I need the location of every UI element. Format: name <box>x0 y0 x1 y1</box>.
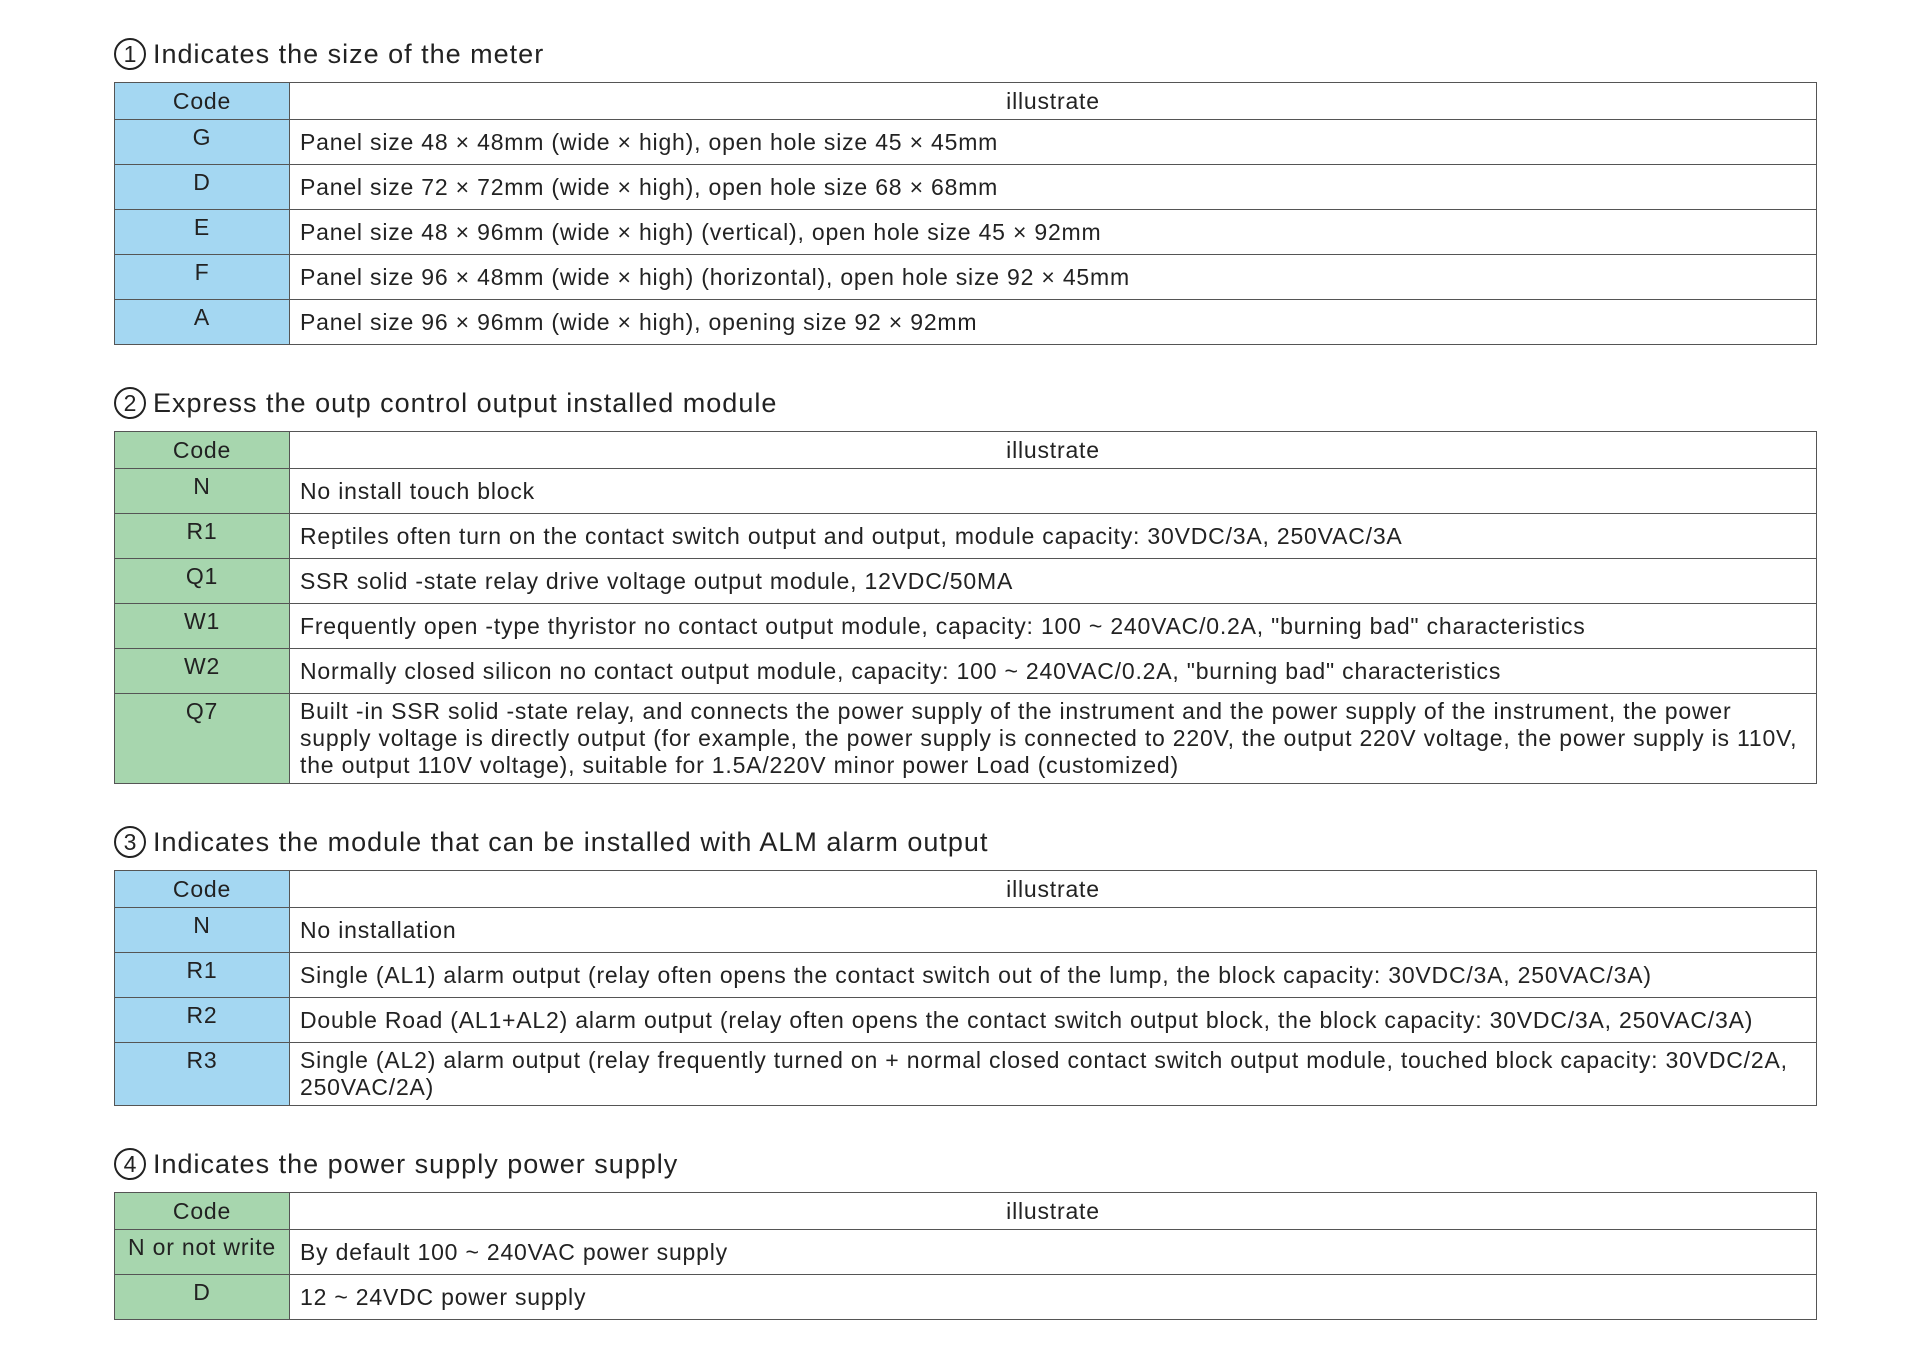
row-description: Single (AL2) alarm output (relay frequently turned on + normal closed contact switch output module, touched block capacity: 30VDC/2A, 250VAC/2A) <box>290 1043 1817 1106</box>
header-code: Code <box>115 83 290 120</box>
table-row <box>115 469 1817 514</box>
row-code: G <box>115 120 290 165</box>
row-code: N <box>115 908 290 953</box>
table-row <box>115 165 1817 210</box>
table-row <box>115 1230 1817 1275</box>
row-description: Double Road (AL1+AL2) alarm output (relay often opens the contact switch output block, the block capacity: 30VDC/3A, 250VAC/3A) <box>290 998 1817 1043</box>
section-title-text: Indicates the module that can be installed with ALM alarm output <box>153 826 989 857</box>
row-description: Panel size 72 × 72mm (wide × high), open hole size 68 × 68mm <box>290 165 1817 210</box>
row-description: No installation <box>290 908 1817 953</box>
table-row <box>115 1043 1817 1106</box>
table-row <box>115 694 1817 784</box>
table-row <box>115 604 1817 649</box>
row-code: R1 <box>115 953 290 998</box>
row-description: Frequently open -type thyristor no contact output module, capacity: 100 ~ 240VAC/0.2A, "burning bad" characteristics <box>290 604 1817 649</box>
section-title-text: Indicates the power supply power supply <box>153 1148 679 1179</box>
row-code: F <box>115 255 290 300</box>
row-description: 12 ~ 24VDC power supply <box>290 1275 1817 1320</box>
section-meter-size <box>114 34 1816 345</box>
section-title <box>114 822 1816 862</box>
table-header-row <box>115 871 1817 908</box>
row-code: W2 <box>115 649 290 694</box>
row-code: R3 <box>115 1043 290 1106</box>
table-row <box>115 210 1817 255</box>
header-illustrate: illustrate <box>290 83 1817 120</box>
section-control-output <box>114 383 1816 784</box>
row-code: R1 <box>115 514 290 559</box>
row-code: A <box>115 300 290 345</box>
table-row <box>115 514 1817 559</box>
row-description: Panel size 48 × 48mm (wide × high), open hole size 45 × 45mm <box>290 120 1817 165</box>
row-code: D <box>115 1275 290 1320</box>
row-description: By default 100 ~ 240VAC power supply <box>290 1230 1817 1275</box>
header-code: Code <box>115 871 290 908</box>
header-illustrate: illustrate <box>290 1193 1817 1230</box>
row-description: Panel size 96 × 48mm (wide × high) (horizontal), open hole size 92 × 45mm <box>290 255 1817 300</box>
row-code: R2 <box>115 998 290 1043</box>
row-description: Single (AL1) alarm output (relay often opens the contact switch out of the lump, the block capacity: 30VDC/3A, 250VAC/3A) <box>290 953 1817 998</box>
row-description: Normally closed silicon no contact output module, capacity: 100 ~ 240VAC/0.2A, "burning bad" characteristics <box>290 649 1817 694</box>
control-output-table <box>114 431 1817 784</box>
table-row <box>115 998 1817 1043</box>
section-alarm-output <box>114 822 1816 1106</box>
table-header-row <box>115 432 1817 469</box>
section-title <box>114 34 1816 74</box>
section-title <box>114 1144 1816 1184</box>
row-description: Panel size 96 × 96mm (wide × high), opening size 92 × 92mm <box>290 300 1817 345</box>
row-code: W1 <box>115 604 290 649</box>
table-header-row <box>115 1193 1817 1230</box>
row-code: N <box>115 469 290 514</box>
table-row <box>115 255 1817 300</box>
row-description: Panel size 48 × 96mm (wide × high) (vertical), open hole size 45 × 92mm <box>290 210 1817 255</box>
table-row <box>115 120 1817 165</box>
row-code: D <box>115 165 290 210</box>
circled-number: 1 <box>114 38 146 70</box>
section-title <box>114 383 1816 423</box>
row-description: Built -in SSR solid -state relay, and connects the power supply of the instrument and the power supply of the instrument, the power supply voltage is directly output (for example, the power supply is connected to 220V, the output 220V voltage, the power supply is 110V, the output 110V voltage), suitable for 1.5A/220V minor power Load (customized) <box>290 694 1817 784</box>
circled-number: 2 <box>114 387 146 419</box>
table-header-row <box>115 83 1817 120</box>
section-power-supply <box>114 1144 1816 1320</box>
row-code: Q1 <box>115 559 290 604</box>
table-row <box>115 1275 1817 1320</box>
header-illustrate: illustrate <box>290 432 1817 469</box>
header-illustrate: illustrate <box>290 871 1817 908</box>
table-row <box>115 300 1817 345</box>
row-code: E <box>115 210 290 255</box>
circled-number: 3 <box>114 826 146 858</box>
header-code: Code <box>115 432 290 469</box>
table-row <box>115 559 1817 604</box>
alarm-output-table <box>114 870 1817 1106</box>
row-description: No install touch block <box>290 469 1817 514</box>
table-row <box>115 649 1817 694</box>
row-code: Q7 <box>115 694 290 784</box>
section-title-text: Express the outp control output installed module <box>153 387 778 418</box>
section-title-text: Indicates the size of the meter <box>153 38 545 69</box>
table-row <box>115 953 1817 998</box>
table-row <box>115 908 1817 953</box>
header-code: Code <box>115 1193 290 1230</box>
circled-number: 4 <box>114 1148 146 1180</box>
spec-page <box>114 34 1816 1358</box>
row-code: N or not write <box>115 1230 290 1275</box>
meter-size-table <box>114 82 1817 345</box>
row-description: SSR solid -state relay drive voltage output module, 12VDC/50MA <box>290 559 1817 604</box>
row-description: Reptiles often turn on the contact switch output and output, module capacity: 30VDC/3A, 250VAC/3A <box>290 514 1817 559</box>
power-supply-table <box>114 1192 1817 1320</box>
